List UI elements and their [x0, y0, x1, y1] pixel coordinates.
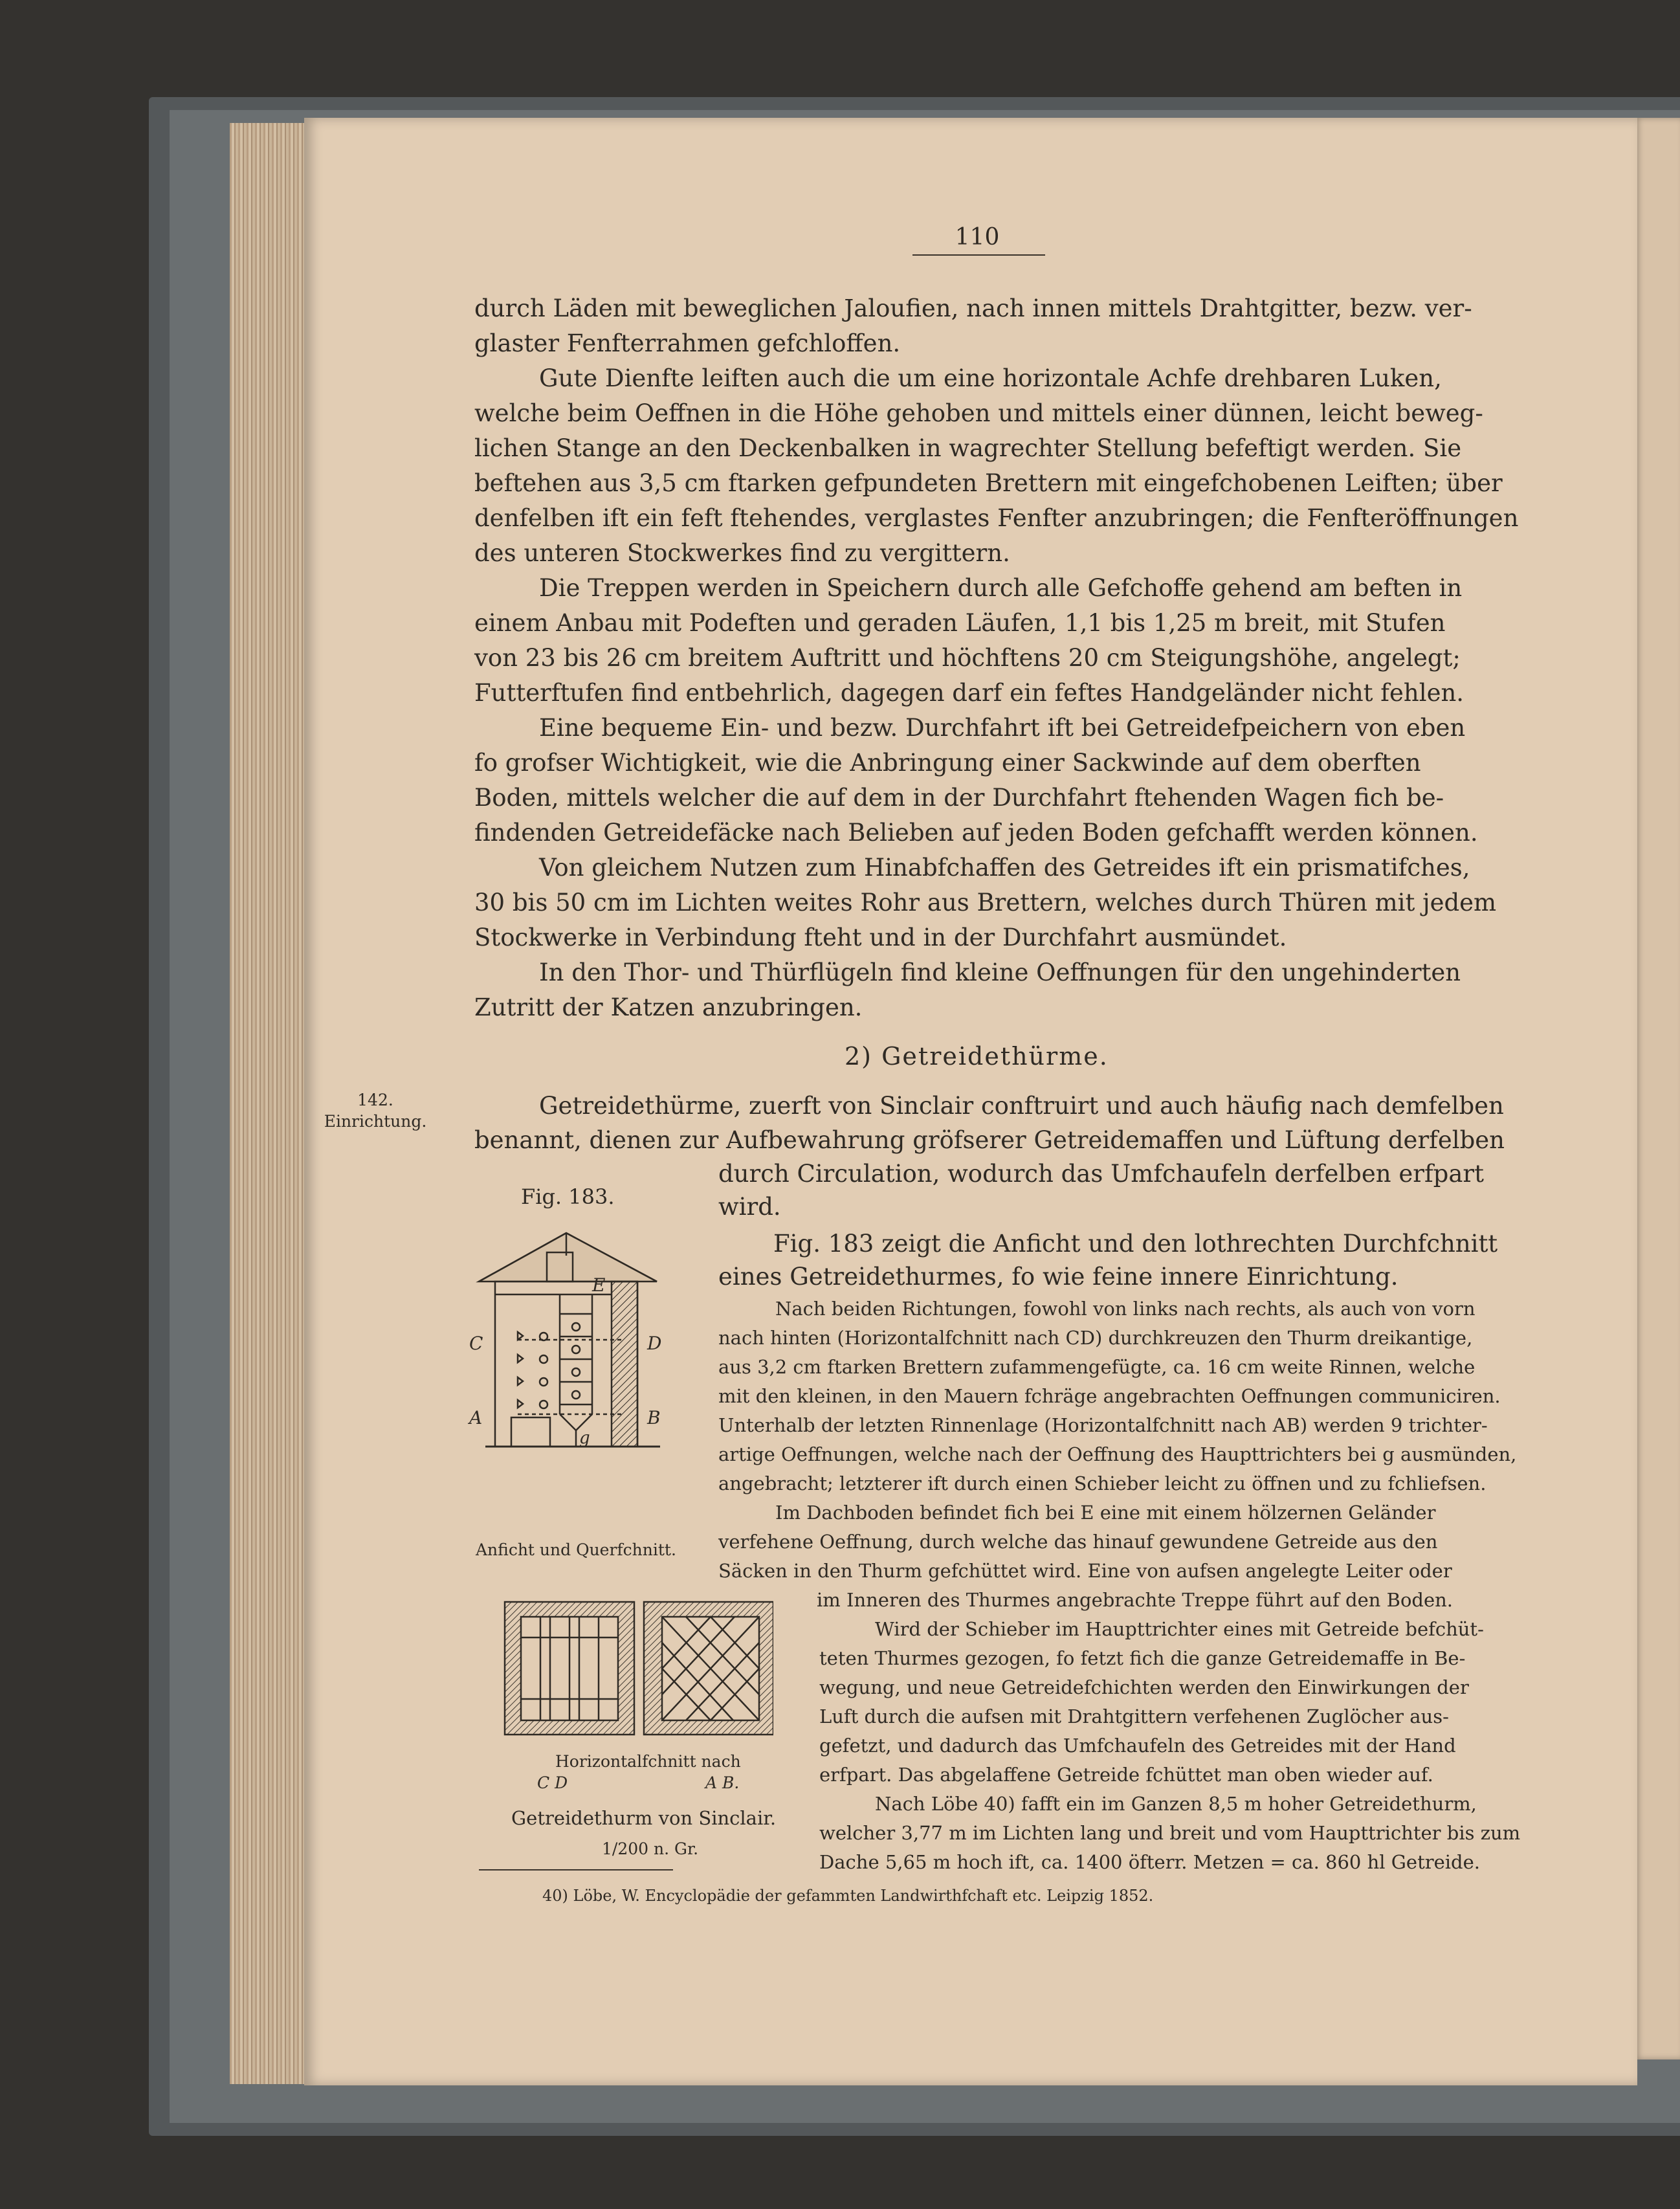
margin-note-number: 142. [357, 1091, 393, 1109]
label-c: C [469, 1333, 483, 1354]
text-line: In den Thor- und Thürflügeln find kleine Oeffnungen für den ungehinderten [539, 959, 1461, 986]
text-line: eines Getreidethurmes, fo wie feine innere Einrichtung. [718, 1263, 1398, 1291]
text-line: durch Läden mit beweglichen Jaloufien, nach innen mittels Drahtgitter, bezw. ver- [474, 294, 1472, 322]
section-heading: 2) Getreidethürme. [845, 1042, 1109, 1071]
label-a: A [469, 1407, 483, 1428]
small-text-line: wegung, und neue Getreidefchichten werden den Einwirkungen der [819, 1676, 1469, 1698]
text-line: Boden, mittels welcher die auf dem in der Durchfahrt ftehenden Wagen fich be- [474, 784, 1444, 812]
figure-caption: Getreidethurm von Sinclair. [511, 1807, 777, 1829]
small-text-line: teten Thurmes gezogen, fo fetzt fich die ganze Getreidemaffe in Be- [819, 1647, 1466, 1669]
small-text-line: nach hinten (Horizontalfchnitt nach CD) durchkreuzen den Thurm dreikantige, [718, 1327, 1473, 1349]
text-line: durch Circulation, wodurch das Umfchaufeln derfelben erfpart [718, 1160, 1484, 1188]
small-text-line: Säcken in den Thurm gefchüttet wird. Eine von aufsen angelegte Leiter oder [718, 1560, 1452, 1582]
small-text-line: angebracht; letzterer ift durch einen Schieber leicht zu öffnen und zu fchliefsen. [718, 1472, 1487, 1494]
facing-page-edge [1634, 118, 1680, 2059]
small-text-line: welcher 3,77 m im Lichten lang und breit und vom Haupttrichter bis zum [819, 1822, 1521, 1844]
small-text-line: im Inneren des Thurmes angebrachte Treppe führt auf den Boden. [817, 1589, 1453, 1611]
footnote: 40) Löbe, W. Encyclopädie der gefammten Landwirthfchaft etc. Leipzig 1852. [542, 1887, 1154, 1905]
text-line: einem Anbau mit Podeften und geraden Läufen, 1,1 bis 1,25 m breit, mit Stufen [474, 609, 1446, 637]
tower-elevation-drawing [453, 1217, 686, 1527]
page-edges [230, 123, 314, 2084]
label-b: B [647, 1407, 661, 1428]
text-line: Stockwerke in Verbindung fteht und in der Durchfahrt ausmündet. [474, 924, 1287, 951]
text-line: Fig. 183 zeigt die Anficht und den lothrechten Durchfchnitt [773, 1230, 1498, 1258]
page-number-rule [912, 254, 1045, 256]
small-text-line: Wird der Schieber im Haupttrichter eines mit Getreide befchüt- [875, 1618, 1484, 1640]
small-text-line: Nach beiden Richtungen, fowohl von links nach rechts, als auch von vorn [775, 1298, 1476, 1320]
small-text-line: Unterhalb der letzten Rinnenlage (Horizontalfchnitt nach AB) werden 9 trichter- [718, 1414, 1488, 1436]
small-text-line: Luft durch die aufsen mit Drahtgittern verfehenen Zuglöcher aus- [819, 1705, 1449, 1727]
tower-plan-drawings [502, 1599, 773, 1738]
small-text-line: Im Dachboden befindet fich bei E eine mit einem hölzernen Geländer [775, 1502, 1436, 1524]
small-text-line: verfehene Oeffnung, durch welche das hinauf gewundene Getreide aus den [718, 1531, 1438, 1553]
elevation-label: Anficht und Querfchnitt. [476, 1540, 676, 1559]
text-line: glaster Fenfterrahmen gefchloffen. [474, 329, 901, 357]
figure-title: Fig. 183. [521, 1184, 615, 1209]
plan-label: Horizontalfchnitt nach [555, 1752, 741, 1771]
text-line: beftehen aus 3,5 cm ftarken gefpundeten Brettern mit eingefchobenen Leiften; über [474, 469, 1503, 497]
label-e: E [592, 1274, 606, 1296]
text-line: des unteren Stockwerkes find zu vergittern. [474, 539, 1010, 567]
plan-label-ab: A B. [705, 1773, 740, 1792]
small-text-line: erfpart. Das abgelaffene Getreide fchüttet man oben wieder auf. [819, 1764, 1433, 1786]
text-line: Die Treppen werden in Speichern durch alle Gefchoffe gehend am beften in [539, 574, 1463, 602]
text-line: Gute Dienfte leiften auch die um eine horizontale Achfe drehbaren Luken, [539, 364, 1442, 392]
text-line: Zutritt der Katzen anzubringen. [474, 993, 863, 1021]
text-line: fo grofser Wichtigkeit, wie die Anbringung einer Sackwinde auf dem oberften [474, 749, 1421, 777]
small-text-line: Dache 5,65 m hoch ift, ca. 1400 öfterr. Metzen = ca. 860 hl Getreide. [819, 1851, 1480, 1873]
text-line: findenden Getreidefäcke nach Belieben auf jeden Boden gefchafft werden können. [474, 819, 1478, 847]
small-text-line: Nach Löbe 40) fafft ein im Ganzen 8,5 m hoher Getreidethurm, [875, 1793, 1477, 1815]
text-line: Getreidethürme, zuerft von Sinclair conftruirt und auch häufig nach demfelben [539, 1092, 1504, 1120]
label-d: D [647, 1333, 662, 1354]
text-line: welche beim Oeffnen in die Höhe gehoben und mittels einer dünnen, leicht beweg- [474, 399, 1483, 427]
label-g: g [579, 1428, 590, 1448]
small-text-line: mit den kleinen, in den Mauern fchräge angebrachten Oeffnungen communiciren. [718, 1385, 1501, 1407]
text-line: benannt, dienen zur Aufbewahrung gröfserer Getreidemaffen und Lüftung derfelben [474, 1126, 1505, 1154]
text-line: Eine bequeme Ein- und bezw. Durchfahrt ift bei Getreidefpeichern von eben [539, 714, 1466, 742]
small-text-line: artige Oeffnungen, welche nach der Oeffnung des Haupttrichters bei g ausmünden, [718, 1443, 1517, 1465]
margin-note-label: Einrichtung. [324, 1112, 427, 1131]
small-text-line: gefetzt, und dadurch das Umfchaufeln des Getreides mit der Hand [819, 1735, 1456, 1757]
text-line: Futterftufen find entbehrlich, dagegen darf ein feftes Handgeländer nicht fehlen. [474, 679, 1464, 707]
text-line: wird. [718, 1193, 781, 1221]
page-number: 110 [955, 224, 1000, 250]
small-text-line: aus 3,2 cm ftarken Brettern zufammengefügte, ca. 16 cm weite Rinnen, welche [718, 1356, 1476, 1378]
text-line: Von gleichem Nutzen zum Hinabfchaffen des Getreides ift ein prismatifches, [539, 854, 1470, 882]
text-line: von 23 bis 26 cm breitem Auftritt und höchftens 20 cm Steigungshöhe, angelegt; [474, 644, 1461, 672]
text-line: denfelben ift ein feft ftehendes, verglastes Fenfter anzubringen; die Fenfteröffnungen [474, 504, 1519, 532]
figure-scale: 1/200 n. Gr. [602, 1839, 699, 1858]
footnote-rule [479, 1869, 673, 1870]
text-line: 30 bis 50 cm im Lichten weites Rohr aus Brettern, welches durch Thüren mit jedem [474, 889, 1497, 916]
plan-label-cd: C D [537, 1773, 568, 1792]
text-line: lichen Stange an den Deckenbalken in wagrechter Stellung befeftigt werden. Sie [474, 434, 1462, 462]
